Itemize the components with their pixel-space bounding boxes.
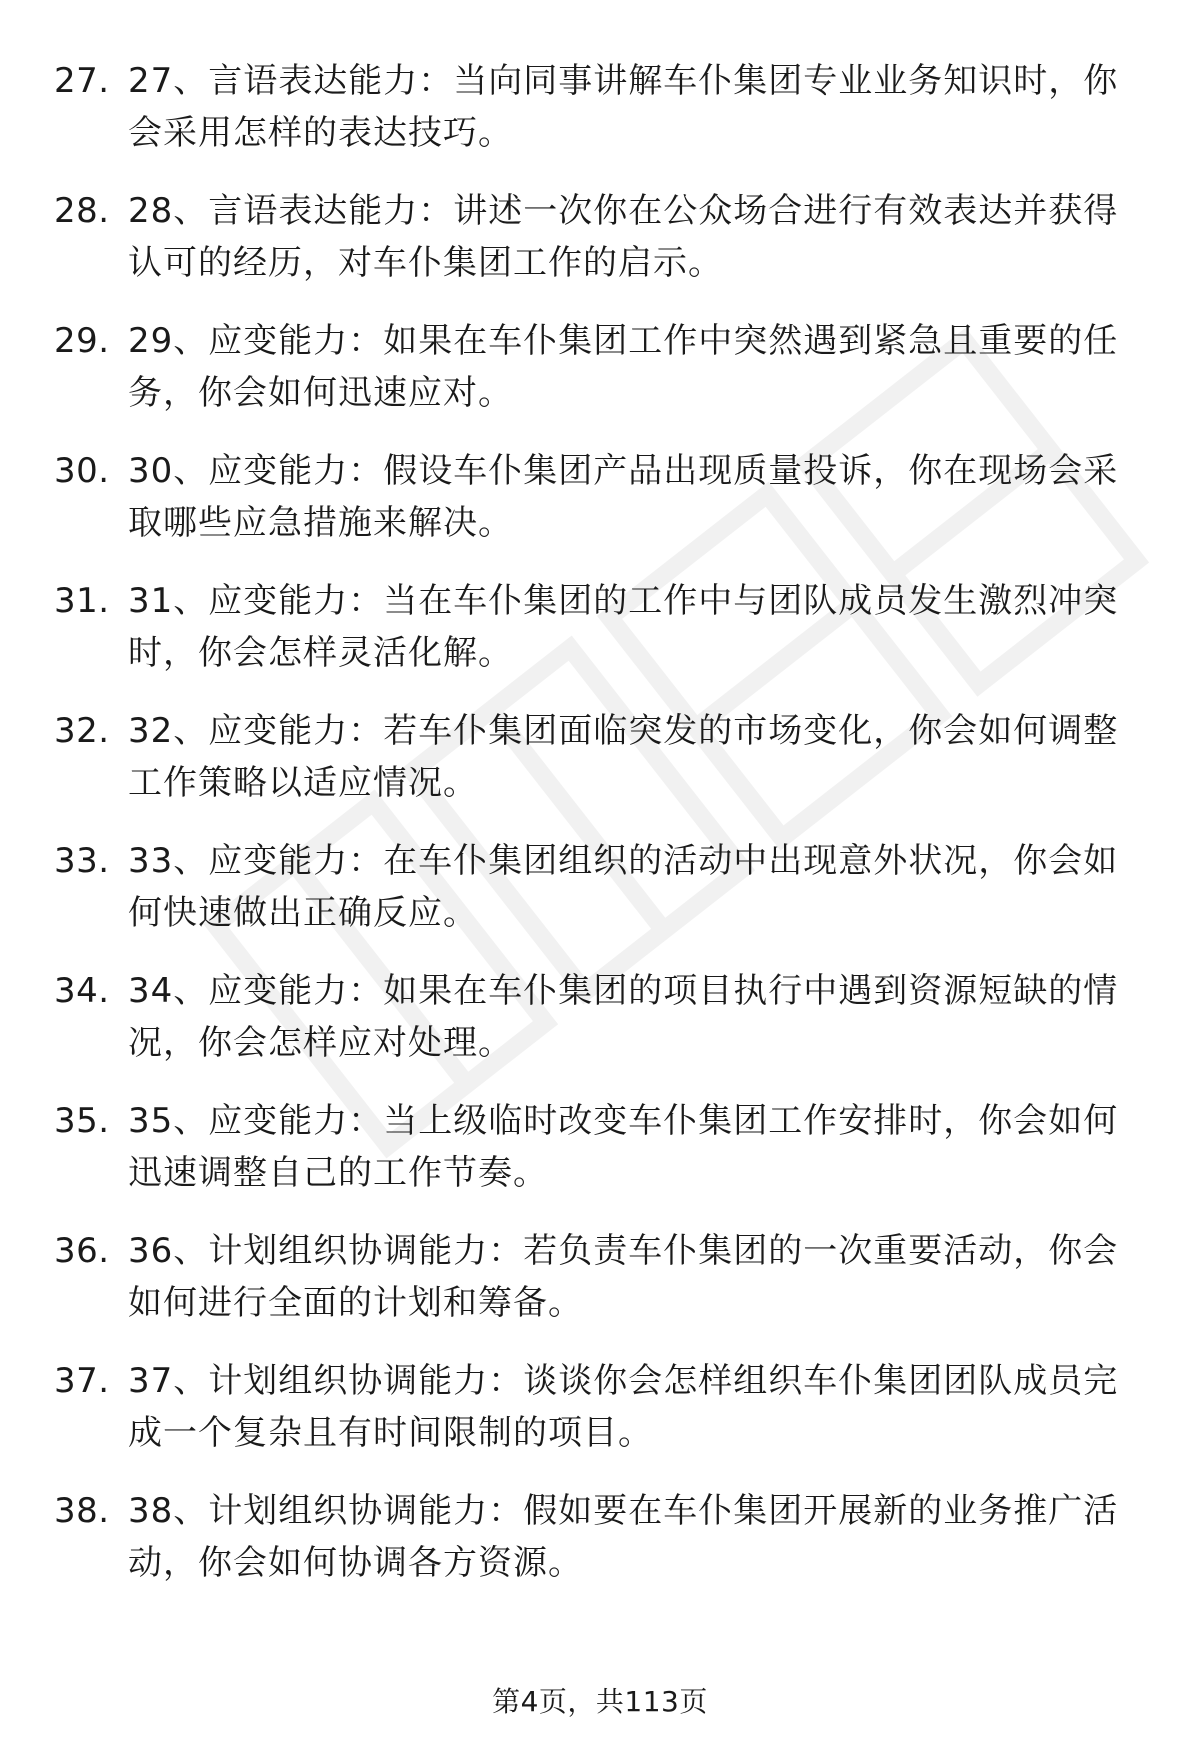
question-text: 36、计划组织协调能力：若负责车仆集团的一次重要活动，你会如何进行全面的计划和筹备。 bbox=[128, 1231, 1119, 1323]
question-item bbox=[0, 315, 1200, 445]
question-number: 28. bbox=[54, 191, 110, 231]
question-number: 27. bbox=[54, 61, 110, 101]
question-text: 37、计划组织协调能力：谈谈你会怎样组织车仆集团团队成员完成一个复杂且有时间限制的项目。 bbox=[128, 1361, 1119, 1453]
question-item bbox=[0, 445, 1200, 575]
question-number: 38. bbox=[54, 1491, 110, 1531]
question-text: 32、应变能力：若车仆集团面临突发的市场变化，你会如何调整工作策略以适应情况。 bbox=[128, 711, 1119, 803]
question-text: 38、计划组织协调能力：假如要在车仆集团开展新的业务推广活动，你会如何协调各方资源。 bbox=[128, 1491, 1119, 1583]
question-number: 29. bbox=[54, 321, 110, 361]
page-number-footer: 第4页，共113页 bbox=[492, 1685, 708, 1718]
question-number: 36. bbox=[54, 1231, 110, 1271]
question-item bbox=[0, 185, 1200, 315]
question-item bbox=[0, 1225, 1200, 1355]
question-text: 29、应变能力：如果在车仆集团工作中突然遇到紧急且重要的任务，你会如何迅速应对。 bbox=[128, 321, 1119, 413]
question-item bbox=[0, 55, 1200, 185]
question-item bbox=[0, 965, 1200, 1095]
question-text: 33、应变能力：在车仆集团组织的活动中出现意外状况，你会如何快速做出正确反应。 bbox=[128, 841, 1119, 933]
question-text: 28、言语表达能力：讲述一次你在公众场合进行有效表达并获得认可的经历，对车仆集团工作的启示。 bbox=[128, 191, 1119, 283]
question-number: 30. bbox=[54, 451, 110, 491]
question-text: 30、应变能力：假设车仆集团产品出现质量投诉，你在现场会采取哪些应急措施来解决。 bbox=[128, 451, 1119, 543]
question-item bbox=[0, 1355, 1200, 1485]
question-text: 31、应变能力：当在车仆集团的工作中与团队成员发生激烈冲突时，你会怎样灵活化解。 bbox=[128, 581, 1119, 673]
question-number: 31. bbox=[54, 581, 110, 621]
question-item bbox=[0, 835, 1200, 965]
question-number: 35. bbox=[54, 1101, 110, 1141]
question-number: 37. bbox=[54, 1361, 110, 1401]
question-item bbox=[0, 575, 1200, 705]
question-number: 34. bbox=[54, 971, 110, 1011]
question-list bbox=[0, 55, 1200, 1615]
question-text: 34、应变能力：如果在车仆集团的项目执行中遇到资源短缺的情况，你会怎样应对处理。 bbox=[128, 971, 1119, 1063]
question-item bbox=[0, 1095, 1200, 1225]
question-number: 32. bbox=[54, 711, 110, 751]
question-item bbox=[0, 1485, 1200, 1615]
question-number: 33. bbox=[54, 841, 110, 881]
question-text: 35、应变能力：当上级临时改变车仆集团工作安排时，你会如何迅速调整自己的工作节奏。 bbox=[128, 1101, 1119, 1193]
question-text: 27、言语表达能力：当向同事讲解车仆集团专业业务知识时，你会采用怎样的表达技巧。 bbox=[128, 61, 1119, 153]
question-item bbox=[0, 705, 1200, 835]
